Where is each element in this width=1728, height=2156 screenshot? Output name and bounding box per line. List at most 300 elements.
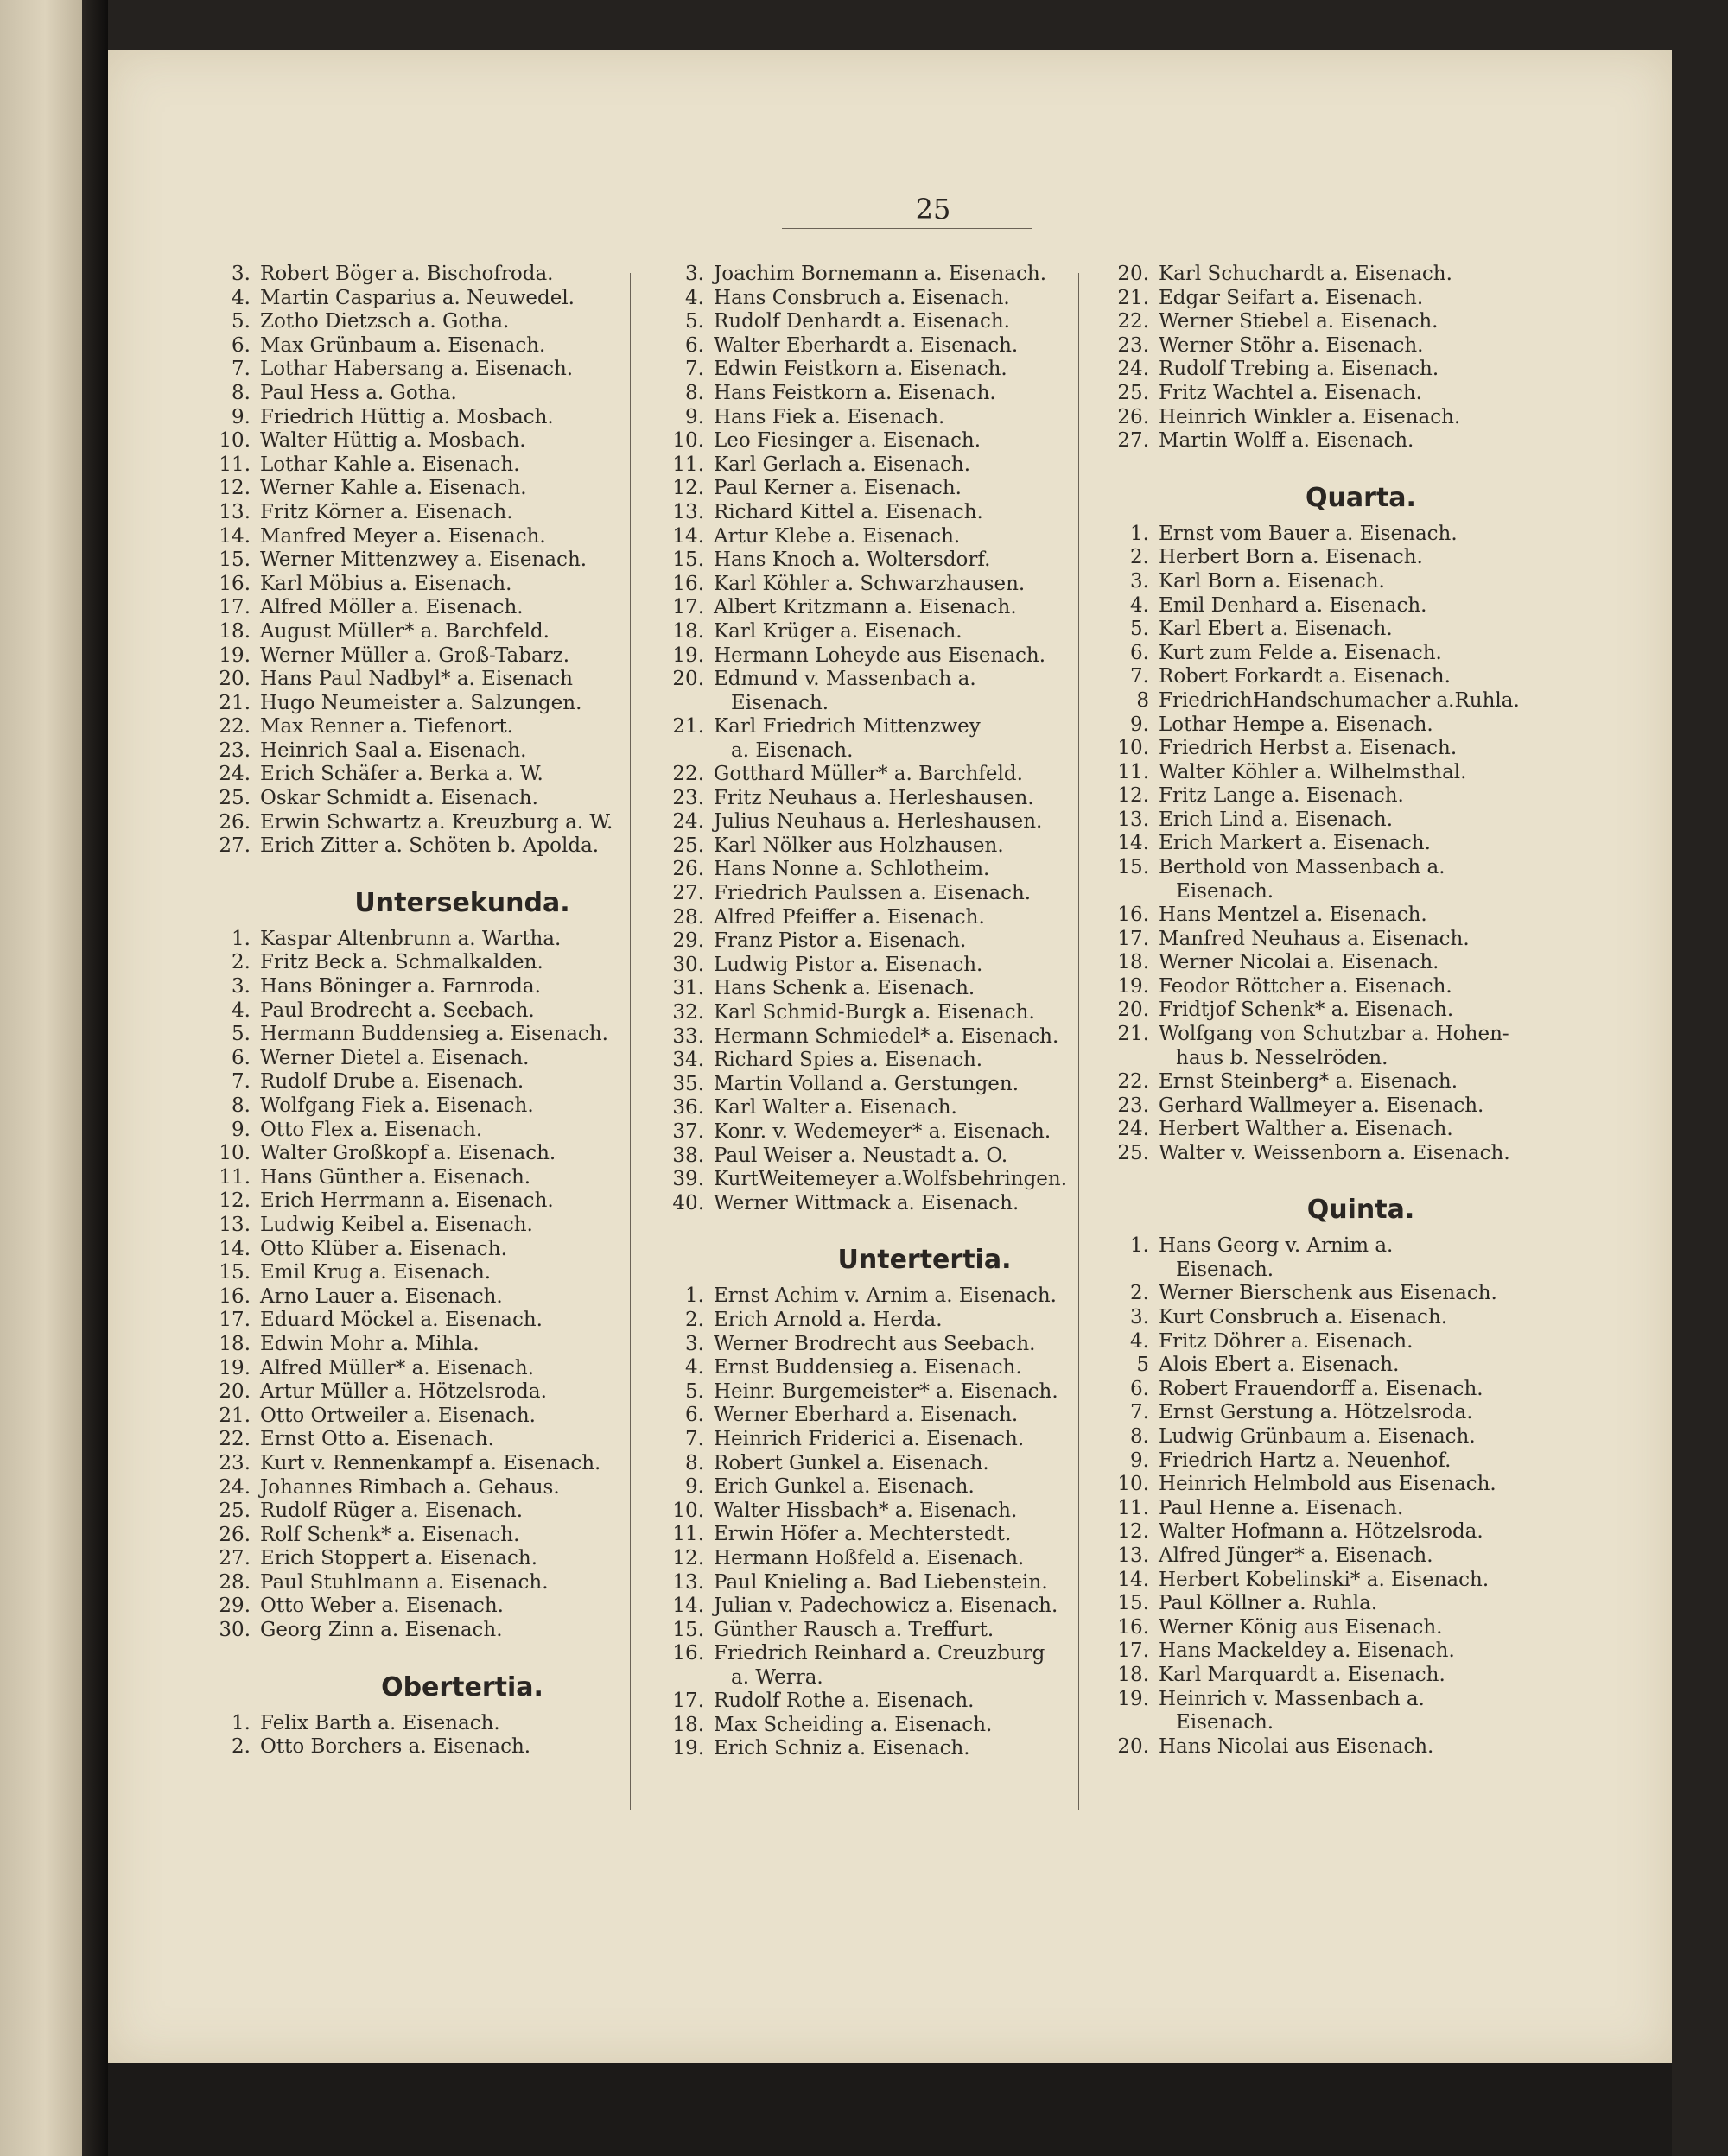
entry-name: Heinrich Helmbold aus Eisenach. [1159, 1473, 1496, 1496]
list-item [1102, 665, 1620, 689]
list-block [1102, 1735, 1620, 1760]
entry-name: Hermann Loheyde aus Eisenach. [714, 644, 1046, 667]
entry-number: 25. [672, 834, 704, 857]
entry-number: 20. [1117, 999, 1149, 1022]
entry-name: Karl Born a. Eisenach. [1159, 569, 1385, 593]
list-item [203, 1735, 721, 1760]
entry-number: 6. [685, 1404, 704, 1427]
entry-name: Eduard Möckel a. Eisenach. [260, 1309, 543, 1332]
list-item [203, 1189, 721, 1214]
entry-number: 8. [1130, 1424, 1149, 1448]
entry-name: Ernst Achim v. Arnim a. Eisenach. [714, 1284, 1057, 1308]
entry-number: 7. [685, 1427, 704, 1450]
entry-number: 6. [1130, 641, 1149, 664]
list-item [203, 692, 721, 716]
entry-name: Walter Eberhardt a. Eisenach. [714, 333, 1019, 357]
list-item [1102, 1449, 1620, 1474]
entry-number: 21. [219, 691, 251, 714]
book-gutter [82, 0, 108, 2156]
entry-name: Friedrich Hüttig a. Mosbach. [260, 405, 554, 428]
entry-number: 13. [219, 1213, 251, 1236]
entry-name: Fritz Beck a. Schmalkalden. [260, 951, 543, 974]
entry-number: 1. [1130, 522, 1149, 545]
list-item [203, 928, 721, 952]
entry-number: 2. [685, 1308, 704, 1331]
entry-name: Gotthard Müller* a. Barchfeld. [714, 763, 1023, 786]
entry-number: 1. [1130, 1234, 1149, 1258]
entry-number: 10. [1117, 737, 1149, 760]
entry-name: Werner Kahle a. Eisenach. [260, 477, 527, 500]
entry-number: 15. [672, 549, 704, 572]
list-item [1102, 1401, 1620, 1425]
list-item [1102, 832, 1620, 856]
list-item [1102, 1688, 1620, 1735]
entry-number: 29. [219, 1595, 251, 1618]
list-item [203, 1619, 721, 1643]
entry-name: Oskar Schmidt a. Eisenach. [260, 787, 538, 810]
document-page [108, 50, 1672, 2063]
list-item [203, 1142, 721, 1166]
list-item [1102, 1234, 1620, 1282]
entry-name: Karl Walter a. Eisenach. [714, 1096, 957, 1119]
entry-number: 38. [672, 1144, 704, 1167]
entry-name: Lothar Hempe a. Eisenach. [1159, 713, 1433, 736]
column-1 [203, 263, 721, 1760]
list-block [203, 928, 721, 1643]
entry-number: 17. [1117, 927, 1149, 950]
list-item [203, 501, 721, 525]
entry-number: 27. [219, 1547, 251, 1570]
entry-number: 19. [672, 1737, 704, 1760]
list-item [203, 1380, 721, 1405]
entry-number: 14. [219, 1237, 251, 1260]
page-number: 25 [915, 193, 951, 225]
entry-number: 6. [685, 333, 704, 357]
list-item [203, 334, 721, 358]
entry-name: Manfred Meyer a. Eisenach. [260, 524, 546, 548]
entry-number: 36. [672, 1096, 704, 1119]
entry-number: 37. [672, 1120, 704, 1143]
entry-name: Lothar Kahle a. Eisenach. [260, 453, 520, 476]
list-block [1102, 523, 1620, 856]
entry-number: 18. [672, 1713, 704, 1736]
entry-name: Erich Herrmann a. Eisenach. [260, 1189, 554, 1213]
entry-name: Konr. v. Wedemeyer* a. Eisenach. [714, 1120, 1051, 1143]
entry-name: Hermann Schmiedel* a. Eisenach. [714, 1024, 1059, 1048]
list-item [1102, 1282, 1620, 1306]
list-item [1102, 856, 1620, 904]
list-item [1102, 263, 1620, 287]
list-item [203, 1309, 721, 1333]
entry-name: Edwin Feistkorn a. Eisenach. [714, 358, 1007, 381]
entry-name: Werner Nicolai a. Eisenach. [1159, 951, 1439, 974]
entry-number: 16. [672, 1642, 704, 1665]
entry-name: Martin Casparius a. Neuwedel. [260, 286, 575, 309]
entry-name: Werner Müller a. Groß-Tabarz. [260, 644, 570, 667]
entry-name: Alfred Müller* a. Eisenach. [260, 1356, 535, 1379]
entry-number: 24. [672, 810, 704, 834]
entry-name: Fritz Döhrer a. Eisenach. [1159, 1329, 1414, 1353]
entry-number: 13. [219, 500, 251, 523]
entry-name: Manfred Neuhaus a. Eisenach. [1159, 927, 1470, 950]
entry-number: 13. [672, 500, 704, 523]
entry-name: Erwin Höfer a. Mechterstedt. [714, 1523, 1012, 1546]
entry-name: Karl Schmid-Burgk a. Eisenach. [714, 1001, 1035, 1024]
list-item [203, 1547, 721, 1571]
entry-number: 15. [219, 549, 251, 572]
entry-name: Rudolf Rothe a. Eisenach. [714, 1690, 975, 1713]
entry-number: 28. [672, 905, 704, 929]
entry-name: Werner Brodrecht aus Seebach. [714, 1332, 1036, 1355]
entry-name: Edwin Mohr a. Mihla. [260, 1332, 480, 1355]
list-item [203, 429, 721, 453]
entry-name: Hans Nicolai aus Eisenach. [1159, 1734, 1434, 1758]
entry-name: Edgar Seifart a. Eisenach. [1159, 286, 1424, 309]
entry-number: 4. [1130, 1329, 1149, 1353]
entry-number: 17. [672, 596, 704, 619]
list-item [1102, 570, 1620, 594]
entry-name: Hermann Hoßfeld a. Eisenach. [714, 1546, 1025, 1569]
entry-name: Karl Möbius a. Eisenach. [260, 572, 512, 595]
entry-name: Werner Wittmack a. Eisenach. [714, 1191, 1020, 1214]
entry-name: Julian v. Padechowicz a. Eisenach. [714, 1595, 1058, 1618]
list-item [1102, 334, 1620, 358]
entry-number: 23. [672, 786, 704, 809]
entry-name: Alfred Pfeiffer a. Eisenach. [714, 905, 985, 929]
entry-name: Herbert Born a. Eisenach. [1159, 546, 1423, 569]
entry-name: Ernst Otto a. Eisenach. [260, 1428, 494, 1451]
entry-number: 20. [1117, 1734, 1149, 1758]
entry-name: Ludwig Pistor a. Eisenach. [714, 953, 983, 976]
entry-number: 26. [219, 1523, 251, 1546]
list-block [203, 263, 721, 859]
entry-number: 8. [232, 1094, 251, 1117]
entry-number: 5. [685, 1379, 704, 1403]
entry-number: 16. [672, 572, 704, 595]
list-item [203, 1712, 721, 1736]
entry-number: 14. [672, 524, 704, 548]
entry-number: 21. [219, 1404, 251, 1427]
list-item [1102, 975, 1620, 999]
entry-number: 16. [1117, 904, 1149, 927]
entry-number: 26. [1117, 405, 1149, 428]
entry-name: KurtWeitemeyer a.Wolfsbehringen. [714, 1168, 1068, 1191]
entry-name: Hans Böninger a. Farnroda. [260, 975, 541, 999]
entry-number: 15. [219, 1261, 251, 1284]
entry-number: 22. [219, 1428, 251, 1451]
entry-number: 9. [685, 1475, 704, 1499]
entry-number: 22. [1117, 1070, 1149, 1094]
entry-name: Walter Hofmann a. Hötzelsroda. [1159, 1520, 1483, 1544]
entry-name: Hans Feistkorn a. Eisenach. [714, 381, 996, 404]
list-item [203, 263, 721, 287]
list-item [203, 1238, 721, 1262]
list-item [203, 1476, 721, 1500]
entry-number: 10. [219, 1142, 251, 1165]
list-item [203, 1500, 721, 1524]
entry-number: 3. [1130, 1306, 1149, 1328]
entry-number: 17. [219, 1309, 251, 1332]
entry-number: 9. [685, 405, 704, 428]
entry-number: 17. [672, 1690, 704, 1713]
entry-name: Hans Mackeldey a. Eisenach. [1159, 1639, 1455, 1663]
entry-number: 22. [219, 715, 251, 739]
entry-number: 12. [219, 477, 251, 500]
entry-name: Rolf Schenk* a. Eisenach. [260, 1523, 520, 1546]
entry-number: 4. [232, 286, 251, 309]
entry-name: Werner Stöhr a. Eisenach. [1159, 333, 1424, 357]
section-heading-untertertia: Untertertia. [837, 1245, 1012, 1276]
entry-name: Ludwig Grünbaum a. Eisenach. [1159, 1424, 1476, 1448]
entry-number: 12. [672, 477, 704, 500]
list-item [1102, 618, 1620, 642]
entry-number: 3. [1130, 569, 1149, 593]
list-item [1102, 358, 1620, 382]
entry-number: 5 [1136, 1354, 1149, 1377]
entry-number: 7. [1130, 665, 1149, 688]
entry-name: Hans Schenk a. Eisenach. [714, 977, 975, 1000]
section-heading-obertertia: Obertertia. [381, 1671, 543, 1703]
entry-number: 9. [1130, 713, 1149, 736]
list-item [203, 1214, 721, 1238]
entry-name: Zotho Dietzsch a. Gotha. [260, 310, 510, 333]
entry-name: Werner Mittenzwey a. Eisenach. [260, 549, 588, 572]
entry-name: Martin Volland a. Gerstungen. [714, 1072, 1020, 1095]
entry-name: Ernst Buddensieg a. Eisenach. [714, 1356, 1022, 1379]
entry-name: Artur Klebe a. Eisenach. [714, 524, 961, 548]
entry-name: August Müller* a. Barchfeld. [260, 619, 550, 643]
entry-number: 11. [219, 453, 251, 476]
list-item [1102, 1497, 1620, 1521]
entry-name: Erich Gunkel a. Eisenach. [714, 1475, 975, 1499]
entry-number: 3. [685, 263, 704, 285]
entry-number: 24. [219, 763, 251, 786]
entry-name: Hugo Neumeister a. Salzungen. [260, 691, 582, 714]
list-item [203, 549, 721, 573]
entry-name: Arno Lauer a. Eisenach. [260, 1284, 503, 1308]
entry-name: Erich Stoppert a. Eisenach. [260, 1547, 538, 1570]
entry-name: Hans Georg v. Arnim a. Eisenach. [1159, 1234, 1394, 1281]
list-item [203, 1524, 721, 1548]
list-block [1102, 1070, 1620, 1165]
entry-name: Alfred Jünger* a. Eisenach. [1159, 1544, 1433, 1567]
entry-number: 11. [1117, 760, 1149, 783]
entry-number: 31. [672, 977, 704, 1000]
previous-page-margin-marks [0, 0, 35, 2156]
entry-name: Paul Weiser a. Neustadt a. O. [714, 1144, 1008, 1167]
list-item [1102, 1664, 1620, 1688]
list-item [203, 310, 721, 334]
list-item [1102, 1023, 1620, 1070]
entry-number: 10. [1117, 1473, 1149, 1496]
entry-name: Hans Fiek a. Eisenach. [714, 405, 945, 428]
list-item [203, 811, 721, 835]
entry-name: Emil Krug a. Eisenach. [260, 1261, 492, 1284]
entry-number: 3. [232, 263, 251, 285]
list-item [203, 406, 721, 430]
entry-name: Ernst vom Bauer a. Eisenach. [1159, 522, 1458, 545]
entry-number: 22. [672, 763, 704, 786]
entry-name: Martin Wolff a. Eisenach. [1159, 429, 1414, 453]
entry-name: Felix Barth a. Eisenach. [260, 1711, 500, 1734]
list-item [1102, 1378, 1620, 1402]
list-item [203, 951, 721, 975]
entry-number: 8. [685, 381, 704, 404]
entry-number: 19. [672, 644, 704, 667]
list-item [203, 644, 721, 669]
section-heading-quarta: Quarta. [1306, 482, 1416, 513]
list-item [203, 975, 721, 999]
entry-number: 6. [1130, 1377, 1149, 1400]
entry-name: Rudolf Trebing a. Eisenach. [1159, 358, 1439, 381]
list-item [1102, 904, 1620, 928]
list-item [203, 1595, 721, 1619]
entry-number: 14. [219, 524, 251, 548]
entry-number: 1. [685, 1284, 704, 1308]
entry-name: Johannes Rimbach a. Gehaus. [260, 1475, 560, 1499]
entry-number: 18. [1117, 951, 1149, 974]
entry-name: Paul Henne a. Eisenach. [1159, 1496, 1404, 1519]
list-item [1102, 1616, 1620, 1640]
entry-number: 19. [219, 644, 251, 667]
entry-number: 2. [1130, 546, 1149, 569]
entry-name: Kurt Consbruch a. Eisenach. [1159, 1306, 1448, 1328]
entry-number: 27. [672, 882, 704, 905]
entry-name: Karl Köhler a. Schwarzhausen. [714, 572, 1026, 595]
entry-name: Rudolf Drube a. Eisenach. [260, 1070, 524, 1094]
entry-number: 30. [219, 1619, 251, 1642]
entry-number: 6. [232, 1046, 251, 1069]
list-item [203, 477, 721, 501]
entry-name: Rudolf Rüger a. Eisenach. [260, 1500, 524, 1523]
page-bottom-shadow [108, 2063, 1672, 2156]
list-item [1102, 689, 1620, 713]
entry-name: Friedrich Herbst a. Eisenach. [1159, 737, 1458, 760]
list-item [1102, 1306, 1620, 1330]
list-item [203, 596, 721, 620]
entry-number: 17. [219, 596, 251, 619]
entry-number: 21. [1117, 286, 1149, 309]
entry-number: 10. [219, 429, 251, 453]
column-3 [1102, 263, 1620, 1759]
list-item [1102, 713, 1620, 738]
list-item [203, 358, 721, 382]
list-item [1102, 928, 1620, 952]
entry-number: 23. [1117, 1094, 1149, 1117]
entry-number: 20. [672, 668, 704, 691]
entry-name: Richard Spies a. Eisenach. [714, 1049, 983, 1072]
list-item [203, 453, 721, 478]
entry-name: Max Grünbaum a. Eisenach. [260, 333, 546, 357]
entry-name: Walter Großkopf a. Eisenach. [260, 1142, 556, 1165]
list-item [1102, 999, 1620, 1023]
entry-name: Robert Gunkel a. Eisenach. [714, 1451, 989, 1474]
entry-name: Kaspar Altenbrunn a. Wartha. [260, 927, 562, 950]
entry-name: Fridtjof Schenk* a. Eisenach. [1159, 999, 1454, 1022]
list-item [203, 382, 721, 406]
list-item [1102, 406, 1620, 430]
list-item [1102, 737, 1620, 761]
entry-name: Robert Böger a. Bischofroda. [260, 263, 554, 285]
entry-number: 15. [672, 1618, 704, 1641]
entry-name: Heinrich Winkler a. Eisenach. [1159, 405, 1461, 428]
entry-number: 7. [1130, 1401, 1149, 1424]
entry-number: 5. [232, 310, 251, 333]
entry-name: Ernst Gerstung a. Hötzelsroda. [1159, 1401, 1473, 1424]
entry-number: 12. [219, 1189, 251, 1213]
entry-name: Erich Arnold a. Herda. [714, 1308, 943, 1331]
entry-number: 4. [1130, 593, 1149, 617]
entry-number: 18. [219, 619, 251, 643]
entry-number: 20. [219, 668, 251, 691]
entry-name: Ernst Steinberg* a. Eisenach. [1159, 1070, 1458, 1094]
entry-number: 12. [672, 1546, 704, 1569]
entry-name: Friedrich Paulssen a. Eisenach. [714, 882, 1032, 905]
entry-number: 19. [219, 1356, 251, 1379]
list-item [1102, 382, 1620, 406]
entry-name: Walter Hüttig a. Mosbach. [260, 429, 526, 453]
list-item [203, 1333, 721, 1357]
entry-number: 8. [232, 381, 251, 404]
entry-name: Herbert Walther a. Eisenach. [1159, 1118, 1453, 1141]
entry-name: Otto Borchers a. Eisenach. [260, 1735, 531, 1759]
entry-number: 39. [672, 1168, 704, 1191]
entry-name: Paul Kerner a. Eisenach. [714, 477, 962, 500]
entry-number: 2. [1130, 1282, 1149, 1305]
entry-name: Heinr. Burgemeister* a. Eisenach. [714, 1379, 1058, 1403]
entry-name: Otto Klüber a. Eisenach. [260, 1237, 507, 1260]
entry-name: Leo Fiesinger a. Eisenach. [714, 429, 982, 453]
entry-name: Lothar Habersang a. Eisenach. [260, 358, 574, 381]
list-item [203, 1405, 721, 1429]
entry-number: 23. [219, 1451, 251, 1474]
list-item [203, 573, 721, 597]
list-item [203, 834, 721, 859]
entry-name: Richard Kittel a. Eisenach. [714, 500, 983, 523]
entry-number: 1. [232, 927, 251, 950]
entry-name: Hans Nonne a. Schlotheim. [714, 858, 990, 881]
list-item [203, 715, 721, 739]
entry-number: 11. [1117, 1496, 1149, 1519]
list-item [1102, 1592, 1620, 1616]
entry-name: Kurt zum Felde a. Eisenach. [1159, 641, 1442, 664]
list-item [203, 1166, 721, 1190]
list-item [1102, 1094, 1620, 1119]
entry-name: Hans Consbruch a. Eisenach. [714, 286, 1010, 309]
list-block [1102, 263, 1620, 453]
list-block [1102, 904, 1620, 1023]
list-item [203, 287, 721, 311]
list-item [1102, 523, 1620, 547]
list-item [1102, 951, 1620, 975]
list-item [203, 1452, 721, 1476]
entry-number: 19. [1117, 974, 1149, 998]
entry-number: 13. [672, 1570, 704, 1594]
entry-number: 1. [232, 1711, 251, 1734]
list-item [1102, 808, 1620, 833]
entry-number: 7. [232, 1070, 251, 1094]
entry-name: Julius Neuhaus a. Herleshausen. [714, 810, 1043, 834]
entry-name: Max Renner a. Tiefenort. [260, 715, 513, 739]
entry-number: 18. [672, 619, 704, 643]
entry-name: Erich Schniz a. Eisenach. [714, 1737, 970, 1760]
entry-number: 20. [1117, 263, 1149, 285]
list-item [203, 1285, 721, 1309]
entry-number: 21. [1117, 1023, 1149, 1046]
entry-name: Karl Krüger a. Eisenach. [714, 619, 962, 643]
entry-number: 5. [232, 1023, 251, 1046]
entry-number: 8. [685, 1451, 704, 1474]
